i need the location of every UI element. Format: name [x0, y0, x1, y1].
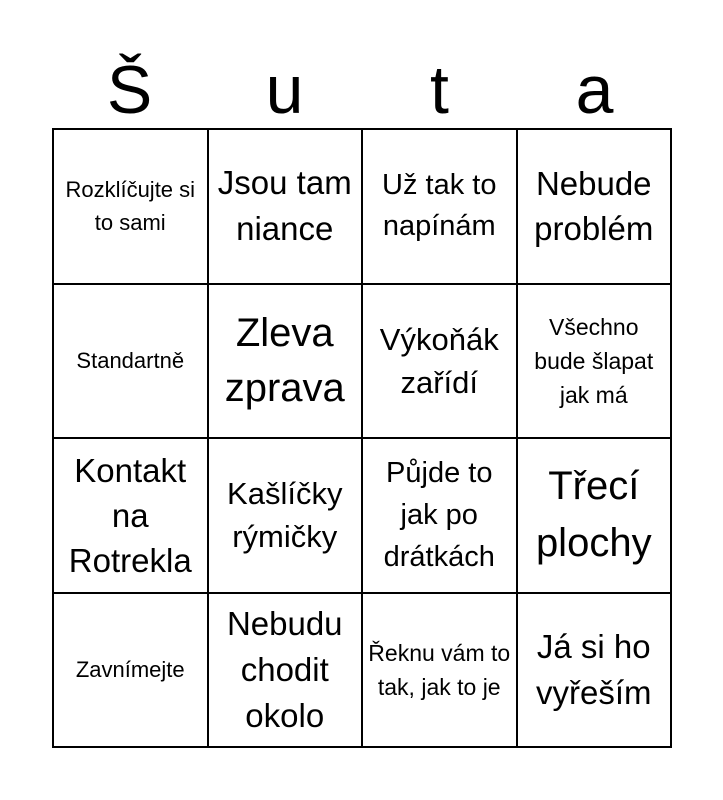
- bingo-cell[interactable]: [208, 593, 363, 748]
- cell-label: Nebude problém: [534, 165, 654, 248]
- bingo-cell[interactable]: [53, 129, 208, 284]
- header-letter: a: [575, 52, 614, 128]
- header-letter: Š: [106, 52, 153, 128]
- bingo-cell[interactable]: [53, 438, 208, 593]
- bingo-cell[interactable]: [362, 593, 517, 748]
- bingo-cell[interactable]: [208, 129, 363, 284]
- cell-label: Už tak to napínám: [382, 169, 497, 243]
- cell-label: Třecí plochy: [535, 464, 652, 566]
- bingo-cell[interactable]: [53, 284, 208, 439]
- bingo-cell[interactable]: [517, 129, 672, 284]
- cell-label: Já si ho vyřeším: [536, 627, 652, 711]
- cell-label: Standartně: [76, 348, 185, 374]
- cell-label: Zleva zprava: [224, 310, 345, 410]
- cell-label: Jsou tam niance: [217, 164, 352, 248]
- cell-label: Řeknu vám to tak, jak to je: [368, 639, 511, 700]
- cell-label: Výkoňák zařídí: [379, 321, 499, 400]
- bingo-cell[interactable]: [517, 593, 672, 748]
- bingo-cell[interactable]: [53, 593, 208, 748]
- cell-label: Rozklíčujte si to sami: [65, 177, 196, 236]
- bingo-cell[interactable]: [208, 284, 363, 439]
- bingo-cell[interactable]: [517, 438, 672, 593]
- bingo-cell[interactable]: [362, 284, 517, 439]
- cell-label: Všechno bude šlapat jak má: [534, 313, 654, 408]
- cell-label: Kontakt na Rotrekla: [68, 451, 192, 579]
- cell-label: Půjde to jak po drátkách: [383, 457, 495, 574]
- cell-label: Nebudu chodit okolo: [226, 604, 343, 734]
- header-letter: u: [265, 52, 304, 128]
- bingo-cell[interactable]: [517, 284, 672, 439]
- bingo-cell[interactable]: [362, 129, 517, 284]
- bingo-cell[interactable]: [362, 438, 517, 593]
- header-letter: t: [430, 52, 449, 128]
- bingo-cell[interactable]: [208, 438, 363, 593]
- cell-label: Kašlíčky rýmičky: [227, 476, 343, 555]
- bingo-grid: [52, 128, 672, 748]
- cell-label: Zavnímejte: [75, 657, 185, 683]
- bingo-header: [52, 50, 672, 130]
